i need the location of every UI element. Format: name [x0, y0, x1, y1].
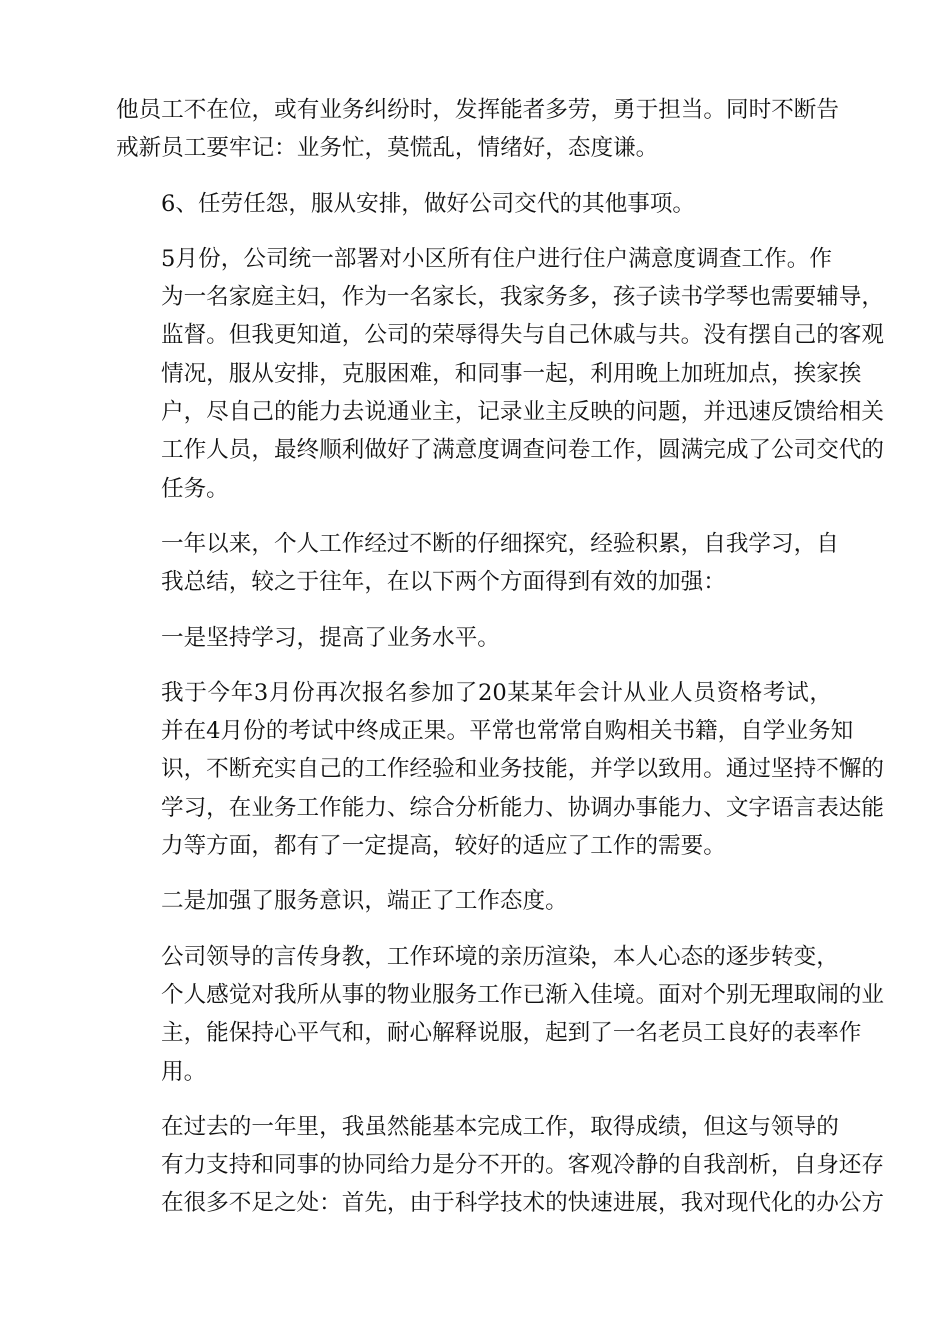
text-line: 我总结，较之于往年，在以下两个方面得到有效的加强： — [161, 569, 726, 596]
text-line: 任务。 — [161, 475, 229, 502]
document-body — [116, 91, 884, 1240]
paragraph — [116, 1108, 884, 1223]
text-line: 一是坚持学习，提高了业务水平。 — [161, 624, 500, 651]
text-line: 力等方面，都有了一定提高，较好的适应了工作的需要。 — [161, 833, 726, 860]
text-line: 5月份，公司统一部署对小区所有住户进行住户满意度调查工作。作 — [161, 245, 832, 272]
text-line: 一年以来，个人工作经过不断的仔细探究，经验积累，自我学习，自 — [161, 530, 839, 557]
paragraph — [116, 91, 839, 168]
paragraph — [116, 938, 884, 1091]
text-line: 他员工不在位，或有业务纠纷时，发挥能者多劳，勇于担当。同时不断告 — [116, 97, 839, 123]
text-line: 个人感觉对我所从事的物业服务工作已渐入佳境。面对个别无理取闹的业 — [161, 981, 884, 1008]
text-line: 我于今年3月份再次报名参加了20某某年会计从业人员资格考试， — [161, 679, 832, 706]
text-line: 6、任劳任怨，服从安排，做好公司交代的其他事项。 — [161, 190, 696, 217]
text-line: 并在4月份的考试中终成正果。平常也常常自购相关书籍，自学业务知 — [161, 718, 854, 745]
paragraph — [116, 185, 832, 223]
text-line: 主，能保持心平气和，耐心解释说服，起到了一名老员工良好的表率作 — [161, 1020, 862, 1047]
paragraph — [116, 882, 832, 920]
paragraph — [116, 674, 884, 865]
paragraph — [116, 525, 839, 602]
paragraph — [116, 240, 884, 508]
text-line: 学习，在业务工作能力、综合分析能力、协调办事能力、文字语言表达能 — [161, 794, 884, 821]
text-line: 为一名家庭主妇，作为一名家长，我家务多，孩子读书学琴也需要辅导， — [161, 284, 884, 311]
text-line: 情况，服从安排，克服困难，和同事一起，利用晚上加班加点，挨家挨 — [161, 360, 862, 387]
text-line: 识，不断充实自己的工作经验和业务技能，并学以致用。通过坚持不懈的 — [161, 756, 884, 783]
text-line: 在很多不足之处：首先，由于科学技术的快速进展，我对现代化的办公方 — [161, 1190, 884, 1217]
paragraph — [116, 619, 832, 657]
text-line: 户，尽自己的能力去说通业主，记录业主反映的问题，并迅速反馈给相关 — [161, 399, 884, 426]
text-line: 有力支持和同事的协同给力是分不开的。客观冷静的自我剖析，自身还存 — [161, 1152, 884, 1179]
text-line: 工作人员，最终顺利做好了满意度调查问卷工作，圆满完成了公司交代的 — [161, 437, 884, 464]
text-line: 用。 — [161, 1058, 207, 1085]
text-line: 戒新员工要牢记：业务忙，莫慌乱，情绪好，态度谦。 — [116, 135, 659, 162]
text-line: 公司领导的言传身教，工作环境的亲历渲染，本人心态的逐步转变， — [161, 943, 839, 970]
text-line: 在过去的一年里，我虽然能基本完成工作，取得成绩，但这与领导的 — [161, 1113, 839, 1140]
text-line: 二是加强了服务意识，端正了工作态度。 — [161, 888, 568, 915]
text-line: 监督。但我更知道，公司的荣辱得失与自己休戚与共。没有摆自己的客观 — [161, 322, 884, 349]
